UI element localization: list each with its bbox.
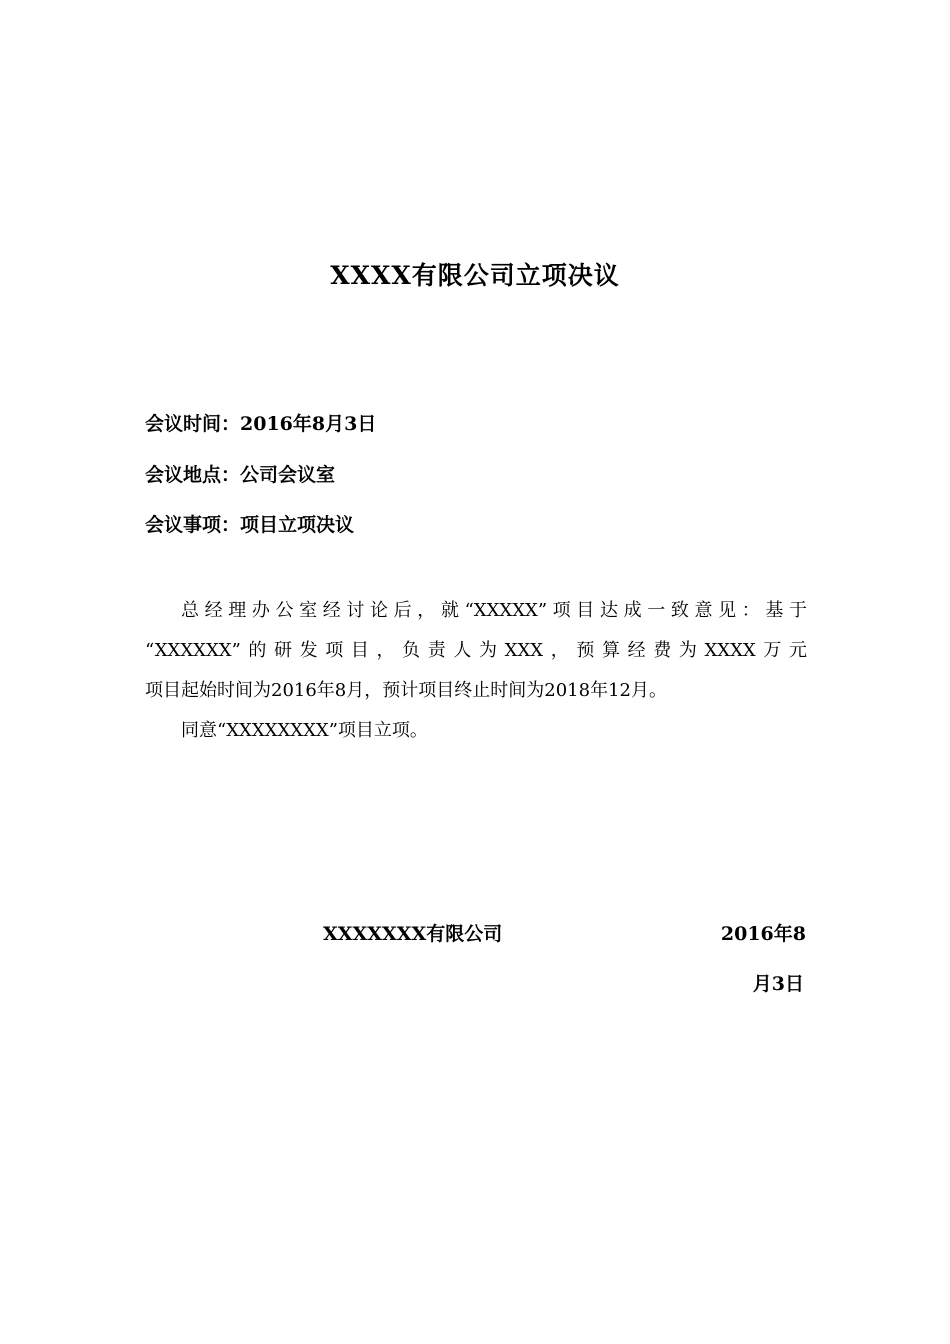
body-paragraph-line: 项目起始时间为2016年8月，预计项目终止时间为2018年12月。: [145, 680, 667, 701]
meeting-place: 会议地点：公司会议室: [145, 464, 336, 486]
signature-date-line1: 2016年8: [720, 923, 806, 945]
document-title: XXXX有限公司立项决议: [330, 261, 620, 290]
body-paragraph-line: 同意“XXXXXXXX”项目立项。: [181, 720, 428, 741]
signature-company: XXXXXXX有限公司: [323, 923, 503, 945]
body-paragraph-line: “XXXXXX”的研发项目，负责人为XXX，预算经费为XXXX万元: [145, 640, 807, 661]
resolution-body: [145, 591, 807, 751]
meeting-matter: 会议事项：项目立项决议: [145, 514, 355, 536]
meeting-time: 会议时间：2016年8月3日: [145, 413, 377, 435]
body-paragraph-line: 总经理办公室经讨论后，就“XXXXX”项目达成一致意见：基于: [181, 600, 807, 621]
signature-date-line2: 月3日: [752, 973, 804, 995]
